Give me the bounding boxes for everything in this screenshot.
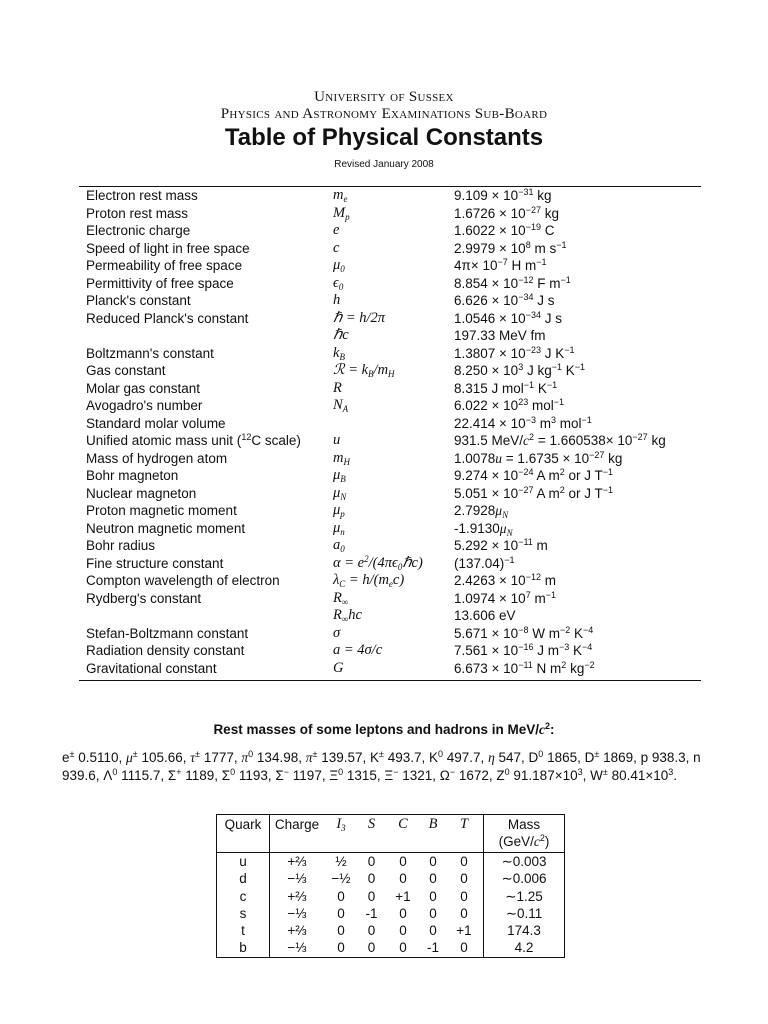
constant-row <box>79 310 701 328</box>
constant-value: 13.606 eV <box>454 608 516 623</box>
constant-name: Gravitational constant <box>86 660 217 676</box>
quark-row <box>217 922 565 939</box>
header-quark: Quark <box>217 815 270 853</box>
quark-name: u <box>217 853 270 871</box>
constant-name: Gas constant <box>86 363 166 378</box>
quark-row <box>217 870 565 887</box>
quark-mass: 4.2 <box>514 940 534 956</box>
constant-symbol: $\mu_n$ <box>333 519 345 537</box>
constant-symbol: $\epsilon_0$ <box>333 274 344 292</box>
quark-topness: 0 <box>445 905 484 922</box>
constant-symbol: σ <box>333 624 341 641</box>
constant-row <box>79 625 701 643</box>
constant-value: 197.33 MeV fm <box>454 328 546 343</box>
quark-isospin: 0 <box>337 923 345 939</box>
revised-date: Revised January 2008 <box>334 159 434 170</box>
quark-isospin: 0 <box>337 905 345 921</box>
header-charm: C <box>385 815 421 853</box>
constant-row <box>79 555 701 573</box>
quark-mass: ∼0.006 <box>501 871 547 887</box>
constant-name: Fine structure constant <box>86 555 224 571</box>
constant-row <box>79 520 701 538</box>
constant-row <box>79 362 701 380</box>
constant-value: $-1.9130\mu_N$ <box>454 520 513 538</box>
quark-mass: ∼0.003 <box>501 854 547 869</box>
constant-name: Speed of light in free space <box>86 240 250 256</box>
header-strangeness: S <box>358 815 385 853</box>
constant-name: Nuclear magneton <box>86 485 197 501</box>
quark-table <box>216 814 565 958</box>
constant-value: $2.7928\mu_N$ <box>454 503 509 520</box>
quark-topness: 0 <box>445 888 484 905</box>
constant-row <box>79 590 701 608</box>
constant-symbol: u <box>333 432 341 448</box>
quark-name: b <box>217 939 270 957</box>
constant-row <box>79 502 701 520</box>
constant-name: Reduced Planck's constant <box>86 310 249 326</box>
constant-row <box>79 292 701 310</box>
constant-name: Standard molar volume <box>86 415 226 431</box>
constant-value: $4\pi\times 10^{-7}$ H $m^{-1}$ <box>454 257 547 273</box>
quark-topness: 0 <box>445 939 484 957</box>
constants-table <box>79 187 701 677</box>
constant-symbol: $\alpha = e^2/(4\pi\epsilon_0\hbar c)$ <box>333 553 423 572</box>
constant-value: $2.4263 \times 10^{-12}$ m <box>454 572 556 588</box>
constant-value: $7.561 \times 10^{-16}$ J $m^{-3}$ $K^{-4}$ <box>454 642 593 658</box>
constant-symbol: ℏc <box>333 327 349 343</box>
quark-mass: ∼1.25 <box>505 888 543 904</box>
constant-value: $6.626 \times 10^{-34}$ J s <box>454 292 555 308</box>
constant-symbol: $R_\infty$ <box>333 589 349 607</box>
table-bottom-rule <box>79 680 701 681</box>
quark-charge: +⅔ <box>287 854 307 869</box>
quark-name: s <box>217 905 270 922</box>
quark-charge: −⅓ <box>287 871 307 887</box>
quark-charm: 0 <box>399 871 407 887</box>
constant-symbol: $R_\infty hc$ <box>333 607 362 624</box>
header-topness: T <box>445 815 484 853</box>
constant-name: Permittivity of free space <box>86 275 234 291</box>
constant-row <box>79 275 701 293</box>
quark-charm: 0 <box>399 923 407 939</box>
constant-row <box>79 415 701 433</box>
quark-charm: +1 <box>395 888 411 904</box>
constant-name: Avogadro's number <box>86 398 203 413</box>
constant-value: $6.022 \times 10^{23}$ mol$^{-1}$ <box>454 397 564 413</box>
quark-isospin: −½ <box>331 871 351 887</box>
constant-row <box>79 450 701 468</box>
constant-value: $1.6726 \times 10^{-27}$ kg <box>454 204 559 221</box>
quark-charm: 0 <box>399 940 407 956</box>
constant-symbol: R <box>333 379 342 396</box>
quark-topness: +1 <box>445 922 484 939</box>
constant-row <box>79 642 701 660</box>
constant-value: $22.414 \times 10^{-3}$ $m^3$ mol$^{-1}$ <box>454 414 592 431</box>
quark-row <box>217 888 565 905</box>
quark-bottomness: 0 <box>429 905 437 921</box>
quark-charge: −⅓ <box>287 905 307 921</box>
constant-row <box>79 485 701 503</box>
constant-value: $5.671 \times 10^{-8}$ W $m^{-2}$ $K^{-4}$ <box>454 624 594 641</box>
constant-row <box>79 432 701 450</box>
quark-name: d <box>217 870 270 887</box>
constant-row <box>79 240 701 258</box>
quark-isospin: 0 <box>337 940 345 956</box>
constant-value: $8.854 \times 10^{-12}$ F $m^{-1}$ <box>454 274 571 291</box>
constant-value: $2.9979 \times 10^8$ m $s^{-1}$ <box>454 239 567 256</box>
quark-strangeness: 0 <box>367 888 376 904</box>
quark-table-body <box>217 853 565 958</box>
quark-strangeness: -1 <box>365 905 378 921</box>
quark-isospin: 0 <box>337 888 345 904</box>
constant-name: Electron rest mass <box>86 188 198 203</box>
header-mass: Mass $(GeV/c^2)$ <box>484 815 565 853</box>
quark-mass: ∼0.11 <box>505 905 543 921</box>
constant-name: Neutron magnetic moment <box>86 520 246 536</box>
constant-symbol: $N_A$ <box>333 397 349 414</box>
constant-symbol: e <box>333 222 340 238</box>
constant-value: $1.3807 \times 10^{-23}$ J $K^{-1}$ <box>454 344 575 361</box>
constant-value: $1.6022 \times 10^{-19}$ C <box>454 222 555 238</box>
constant-value: $9.109 \times 10^{-31}$ kg <box>454 187 552 203</box>
quark-charm: 0 <box>399 854 407 869</box>
quark-row <box>217 905 565 922</box>
constant-row <box>79 205 701 223</box>
constant-row <box>79 345 701 363</box>
board-name: Physics and Astronomy Examinations Sub-Board <box>220 106 548 122</box>
constant-symbol: ℛ = $k_B/m_H$ <box>333 362 395 379</box>
constant-value: $9.274 \times 10^{-24}$ A $m^2$ or J $T^{-1}$ <box>454 467 614 483</box>
quark-charge: +⅔ <box>287 888 307 904</box>
quark-strangeness: 0 <box>367 940 376 956</box>
constant-name: Planck's constant <box>86 293 191 308</box>
constant-symbol: c <box>333 239 340 256</box>
university-name: University of Sussex <box>314 89 454 105</box>
constant-name: Proton rest mass <box>86 205 189 221</box>
constant-value: 8.315 J mol$^{-1}$ $K^{-1}$ <box>454 379 558 396</box>
quark-name: c <box>217 888 270 905</box>
quark-row <box>217 939 565 957</box>
quark-strangeness: 0 <box>367 854 376 869</box>
constant-symbol <box>333 415 454 433</box>
constant-name: Bohr magneton <box>86 468 179 483</box>
constant-symbol: $M_p$ <box>333 204 350 222</box>
constant-symbol: $\lambda_C = h/(m_ec)$ <box>333 572 405 589</box>
constant-name: Radiation density constant <box>86 643 245 658</box>
constant-value: $5.292 \times 10^{-11}$ m <box>454 537 548 553</box>
constant-symbol: $m_H$ <box>333 449 350 467</box>
constant-row <box>79 537 701 555</box>
constant-row <box>79 327 701 345</box>
quark-topness: 0 <box>445 870 484 887</box>
quark-charge: −⅓ <box>287 940 307 956</box>
constant-name: Compton wavelength of electron <box>86 573 280 588</box>
constant-value: $8.250 \times 10^3$ J $kg^{-1}$ $K^{-1}$ <box>454 362 586 378</box>
constant-value: $6.673 \times 10^{-11}$ N $m^2$ $kg^{-2}$ <box>454 659 595 676</box>
constant-value: $1.0546 \times 10^{-34}$ J s <box>454 309 562 326</box>
quark-strangeness: 0 <box>367 923 376 939</box>
constants-table-body <box>79 187 701 677</box>
header-isospin: $I_3$ <box>324 815 358 853</box>
quark-charge: +⅔ <box>287 923 307 939</box>
quark-isospin: ½ <box>335 854 347 869</box>
constant-name: Electronic charge <box>86 223 191 238</box>
constant-symbol: $\mu_B$ <box>333 467 346 484</box>
constant-name: Proton magnetic moment <box>86 503 237 518</box>
constant-symbol: $m_e$ <box>333 187 348 204</box>
constant-value: $1.0974 \times 10^7$ $m^{-1}$ <box>454 589 556 606</box>
constant-row <box>79 380 701 398</box>
constant-row <box>79 467 701 485</box>
quark-charm: 0 <box>399 905 407 921</box>
quark-row <box>217 853 565 871</box>
quark-mass: 174.3 <box>507 923 541 939</box>
rest-masses-heading: Rest masses of some leptons and hadrons in MeV/$c^2$: <box>213 721 555 737</box>
constant-row <box>79 187 701 205</box>
constant-symbol: $k_B$ <box>333 344 345 362</box>
constant-name: Mass of hydrogen atom <box>86 450 228 466</box>
quark-bottomness: 0 <box>429 871 437 887</box>
quark-bottomness: -1 <box>426 940 439 956</box>
constant-value: 931.5 MeV/$c^2 = 1.660538\times 10^{-27}$ kg <box>454 432 666 448</box>
constant-symbol: $\mu_p$ <box>333 502 345 519</box>
constant-name: Molar gas constant <box>86 380 201 396</box>
constant-symbol: ℏ = h/2π <box>333 309 386 326</box>
constant-name: Boltzmann's constant <box>86 345 214 361</box>
header-bottomness: B <box>421 815 445 853</box>
constant-symbol: $\mu_0$ <box>333 257 345 274</box>
quark-bottomness: 0 <box>429 888 437 904</box>
constant-name: Stefan-Boltzmann constant <box>86 625 249 641</box>
constant-value: $1.0078u = 1.6735 \times 10^{-27}$ kg <box>454 449 623 466</box>
constant-name: Unified atomic mass unit ($^{12}$C scale) <box>86 432 301 448</box>
quark-table-header-row <box>217 815 565 853</box>
constant-symbol: a = 4σ/c <box>333 642 383 658</box>
rest-masses-text: e± 0.5110, μ± 105.66, τ± 1777, $\pi^0$ 134.98, π± 139.57, K± 493.7, $K^0$ 497.7, η 547, $D^0$ 1865, D± 1869, p 938.3, n 939.6, $\Lambda^0$ 1115.7, Σ+ 1189, $\Sigma^0$ 1193, Σ− 1197, $\Xi^0$ 1315, Ξ− 1321, Ω− 1672, $Z^0$ $91.187\times 10^3$, W± $80.41\times 10^3$. <box>62 749 701 783</box>
constant-row <box>79 397 701 415</box>
constant-symbol: $\mu_N$ <box>333 484 347 502</box>
page-title: Table of Physical Constants <box>224 124 544 151</box>
constant-row <box>79 660 701 678</box>
quark-name: t <box>217 922 270 939</box>
constant-row <box>79 257 701 275</box>
header-charge: Charge <box>270 815 325 853</box>
quark-topness: 0 <box>445 853 484 871</box>
constant-row <box>79 572 701 590</box>
constant-symbol: G <box>333 659 344 676</box>
constant-value: $(137.04)^{-1}$ <box>454 554 515 571</box>
constant-row <box>79 222 701 240</box>
constant-name <box>79 327 333 345</box>
constant-name: Permeability of free space <box>86 258 243 273</box>
quark-bottomness: 0 <box>429 923 437 939</box>
constant-name <box>79 607 333 625</box>
constant-symbol: $a_0$ <box>333 537 345 554</box>
constant-value: $5.051 \times 10^{-27}$ A $m^2$ or J $T^{-1}$ <box>454 484 614 501</box>
constant-name: Rydberg's constant <box>86 590 202 606</box>
constant-symbol: h <box>333 292 341 308</box>
constant-row <box>79 607 701 625</box>
constant-name: Bohr radius <box>86 538 156 553</box>
quark-bottomness: 0 <box>429 854 437 869</box>
quark-strangeness: 0 <box>367 871 376 887</box>
